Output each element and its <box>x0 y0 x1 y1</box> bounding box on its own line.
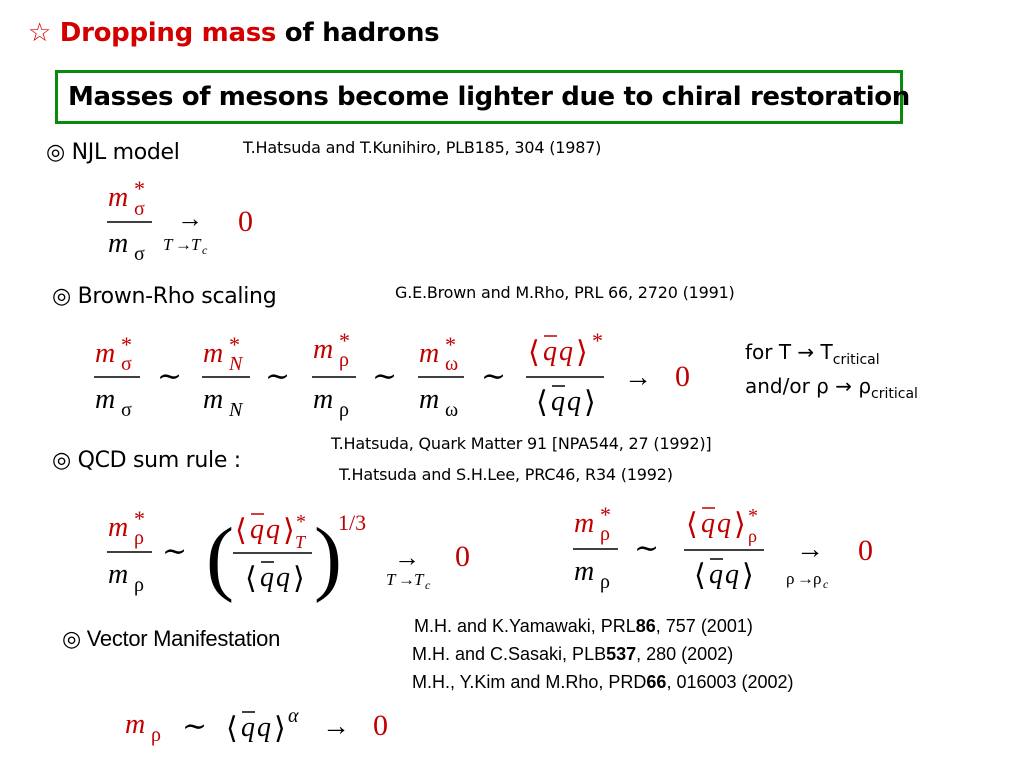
qcd-formula-temperature <box>107 506 470 604</box>
math-symbol: T <box>191 235 201 254</box>
math-symbol: m <box>574 508 595 539</box>
vm-ref-volume: 537 <box>606 644 637 664</box>
math-symbol: c <box>202 243 208 257</box>
math-symbol: → <box>797 569 814 588</box>
math-symbol: ) <box>314 511 342 604</box>
math-symbol: * <box>445 332 456 357</box>
math-symbol: α <box>288 705 299 727</box>
math-symbol: q <box>551 386 565 417</box>
math-symbol: → <box>398 570 415 589</box>
math-symbol: m <box>419 384 440 415</box>
math-symbol: m <box>203 384 224 415</box>
math-symbol: q <box>717 508 731 539</box>
vm-ref-volume: 66 <box>646 672 667 692</box>
math-symbol: q <box>250 514 264 545</box>
math-symbol: q <box>567 386 581 417</box>
math-symbol: 0 <box>675 360 690 393</box>
brown-rho-label: Brown-Rho scaling <box>77 284 277 309</box>
math-symbol: 0 <box>858 534 873 567</box>
math-symbol: 0 <box>373 709 388 742</box>
math-symbol: ρ <box>339 399 349 421</box>
math-symbol: q <box>725 559 739 590</box>
math-symbol: T <box>295 532 306 552</box>
qcd-reference-2: T.Hatsuda and S.H.Lee, PRC46, R34 (1992) <box>339 465 673 484</box>
condition-temperature-sub: critical <box>832 352 880 368</box>
math-symbol: N <box>229 399 243 421</box>
condition-density-text: and/or ρ → ρ <box>745 374 872 398</box>
brown-rho-reference: G.E.Brown and M.Rho, PRL 66, 2720 (1991) <box>395 283 735 302</box>
title-rest: of hadrons <box>276 18 440 48</box>
math-symbol: ρ <box>151 724 161 746</box>
math-symbol: ∼ <box>182 710 208 743</box>
math-symbol: m <box>419 338 440 369</box>
math-symbol: N <box>229 353 243 375</box>
math-symbol: ρ <box>813 569 822 588</box>
vm-ref-volume: 86 <box>635 616 656 636</box>
math-symbol: * <box>121 332 132 357</box>
math-symbol: T <box>163 235 173 254</box>
math-symbol: m <box>95 384 116 415</box>
math-symbol: ⟩ <box>576 336 588 369</box>
math-symbol: * <box>592 328 603 353</box>
math-symbol: c <box>823 577 829 591</box>
math-symbol: m <box>125 709 146 740</box>
math-symbol: m <box>108 228 129 259</box>
math-symbol: T <box>414 570 424 589</box>
math-symbol: ρ <box>748 526 757 546</box>
math-symbol: ∼ <box>162 535 188 568</box>
math-symbol: m <box>108 512 129 543</box>
star-icon: ☆ <box>28 18 52 48</box>
math-symbol: * <box>134 176 145 201</box>
math-symbol: ⟨ <box>686 508 698 541</box>
qcd-label: QCD sum rule : <box>77 448 241 473</box>
math-symbol: * <box>339 328 350 353</box>
math-symbol: ρ <box>339 349 349 371</box>
bullet-icon: ◎ <box>46 140 65 165</box>
math-symbol: m <box>574 556 595 587</box>
math-symbol: q <box>559 336 573 367</box>
math-symbol: ρ <box>786 569 795 588</box>
math-symbol: m <box>313 384 334 415</box>
math-symbol: ⟨ <box>694 559 706 592</box>
math-symbol: → <box>394 543 420 572</box>
math-symbol: ∼ <box>265 360 291 393</box>
njl-label: NJL model <box>71 140 180 165</box>
vm-formula <box>125 705 388 746</box>
math-symbol: σ <box>134 198 145 220</box>
math-symbol: m <box>95 338 116 369</box>
math-symbol: ρ <box>600 571 610 593</box>
math-symbol: m <box>203 338 224 369</box>
bullet-icon: ◎ <box>52 284 71 309</box>
statement-text: Masses of mesons become lighter due to chiral restoration <box>68 82 910 112</box>
math-symbol: σ <box>121 353 132 375</box>
bullet-icon: ◎ <box>62 626 81 651</box>
math-symbol: * <box>748 505 758 527</box>
math-symbol: ω <box>445 353 459 375</box>
qcd-formula-density <box>573 502 873 593</box>
bullet-icon: ◎ <box>52 448 71 473</box>
math-symbol: * <box>134 506 145 531</box>
math-symbol: * <box>296 511 306 533</box>
math-symbol: q <box>276 562 290 593</box>
math-symbol: ∼ <box>372 360 398 393</box>
math-symbol: ⟩ <box>742 559 754 592</box>
condition-temperature-text: for T → T <box>745 340 833 364</box>
vm-ref-text: M.H., Y.Kim and M.Rho, PRD <box>412 672 647 692</box>
math-symbol: ⟩ <box>584 386 596 419</box>
math-symbol: ⟨ <box>235 514 247 547</box>
vm-ref-text: , 757 (2001) <box>655 616 753 636</box>
math-symbol: ∼ <box>157 360 183 393</box>
condition-density-sub: critical <box>871 386 918 402</box>
title-highlight: Dropping mass <box>59 18 277 48</box>
math-symbol: ρ <box>134 574 144 596</box>
math-symbol: ∼ <box>481 360 507 393</box>
math-symbol: ⟩ <box>274 712 286 745</box>
math-symbol: q <box>701 508 715 539</box>
vm-label: Vector Manifestation <box>86 626 281 651</box>
math-symbol: 0 <box>455 540 470 573</box>
math-symbol: ⟨ <box>536 386 548 419</box>
math-symbol: T <box>386 570 396 589</box>
math-symbol: q <box>543 336 557 367</box>
math-symbol: ⟨ <box>528 336 540 369</box>
math-symbol: ω <box>445 399 459 421</box>
math-symbol: ∼ <box>634 532 660 565</box>
math-symbol: ⟨ <box>245 562 257 595</box>
vm-ref-text: , 016003 (2002) <box>666 672 794 692</box>
brown-rho-formula <box>94 328 690 421</box>
math-symbol: → <box>322 711 350 742</box>
math-symbol: ( <box>206 511 234 604</box>
math-symbol: 0 <box>238 205 253 238</box>
math-symbol: q <box>709 559 723 590</box>
vm-ref-text: , 280 (2002) <box>636 644 734 664</box>
math-symbol: ρ <box>600 523 610 545</box>
math-symbol: c <box>425 578 431 592</box>
math-symbol: ⟩ <box>283 514 295 547</box>
math-symbol: * <box>600 502 611 527</box>
math-symbol: m <box>313 334 334 365</box>
math-symbol: → <box>796 534 824 565</box>
math-symbol: q <box>241 712 255 743</box>
qcd-reference-1: T.Hatsuda, Quark Matter 91 [NPA544, 27 (1992)] <box>331 434 712 453</box>
math-symbol: → <box>177 204 203 233</box>
math-symbol: m <box>108 182 129 213</box>
math-symbol: q <box>260 562 274 593</box>
math-symbol: ρ <box>134 527 144 549</box>
vm-ref-text: M.H. and C.Sasaki, PLB <box>412 644 607 664</box>
math-symbol: σ <box>134 243 145 265</box>
math-symbol: q <box>266 514 280 545</box>
math-symbol: ⟨ <box>226 712 238 745</box>
vm-ref-text: M.H. and K.Yamawaki, PRL <box>414 616 636 636</box>
math-symbol: ⟩ <box>293 562 305 595</box>
njl-formula <box>107 176 253 265</box>
math-symbol: m <box>108 559 129 590</box>
math-symbol: * <box>229 332 240 357</box>
math-symbol: 1/3 <box>338 510 367 535</box>
math-symbol: → <box>624 362 652 393</box>
math-symbol: q <box>257 712 271 743</box>
njl-reference: T.Hatsuda and T.Kunihiro, PLB185, 304 (1987) <box>243 138 602 157</box>
math-symbol: ⟩ <box>734 508 746 541</box>
math-symbol: → <box>175 235 192 254</box>
math-symbol: σ <box>121 399 132 421</box>
